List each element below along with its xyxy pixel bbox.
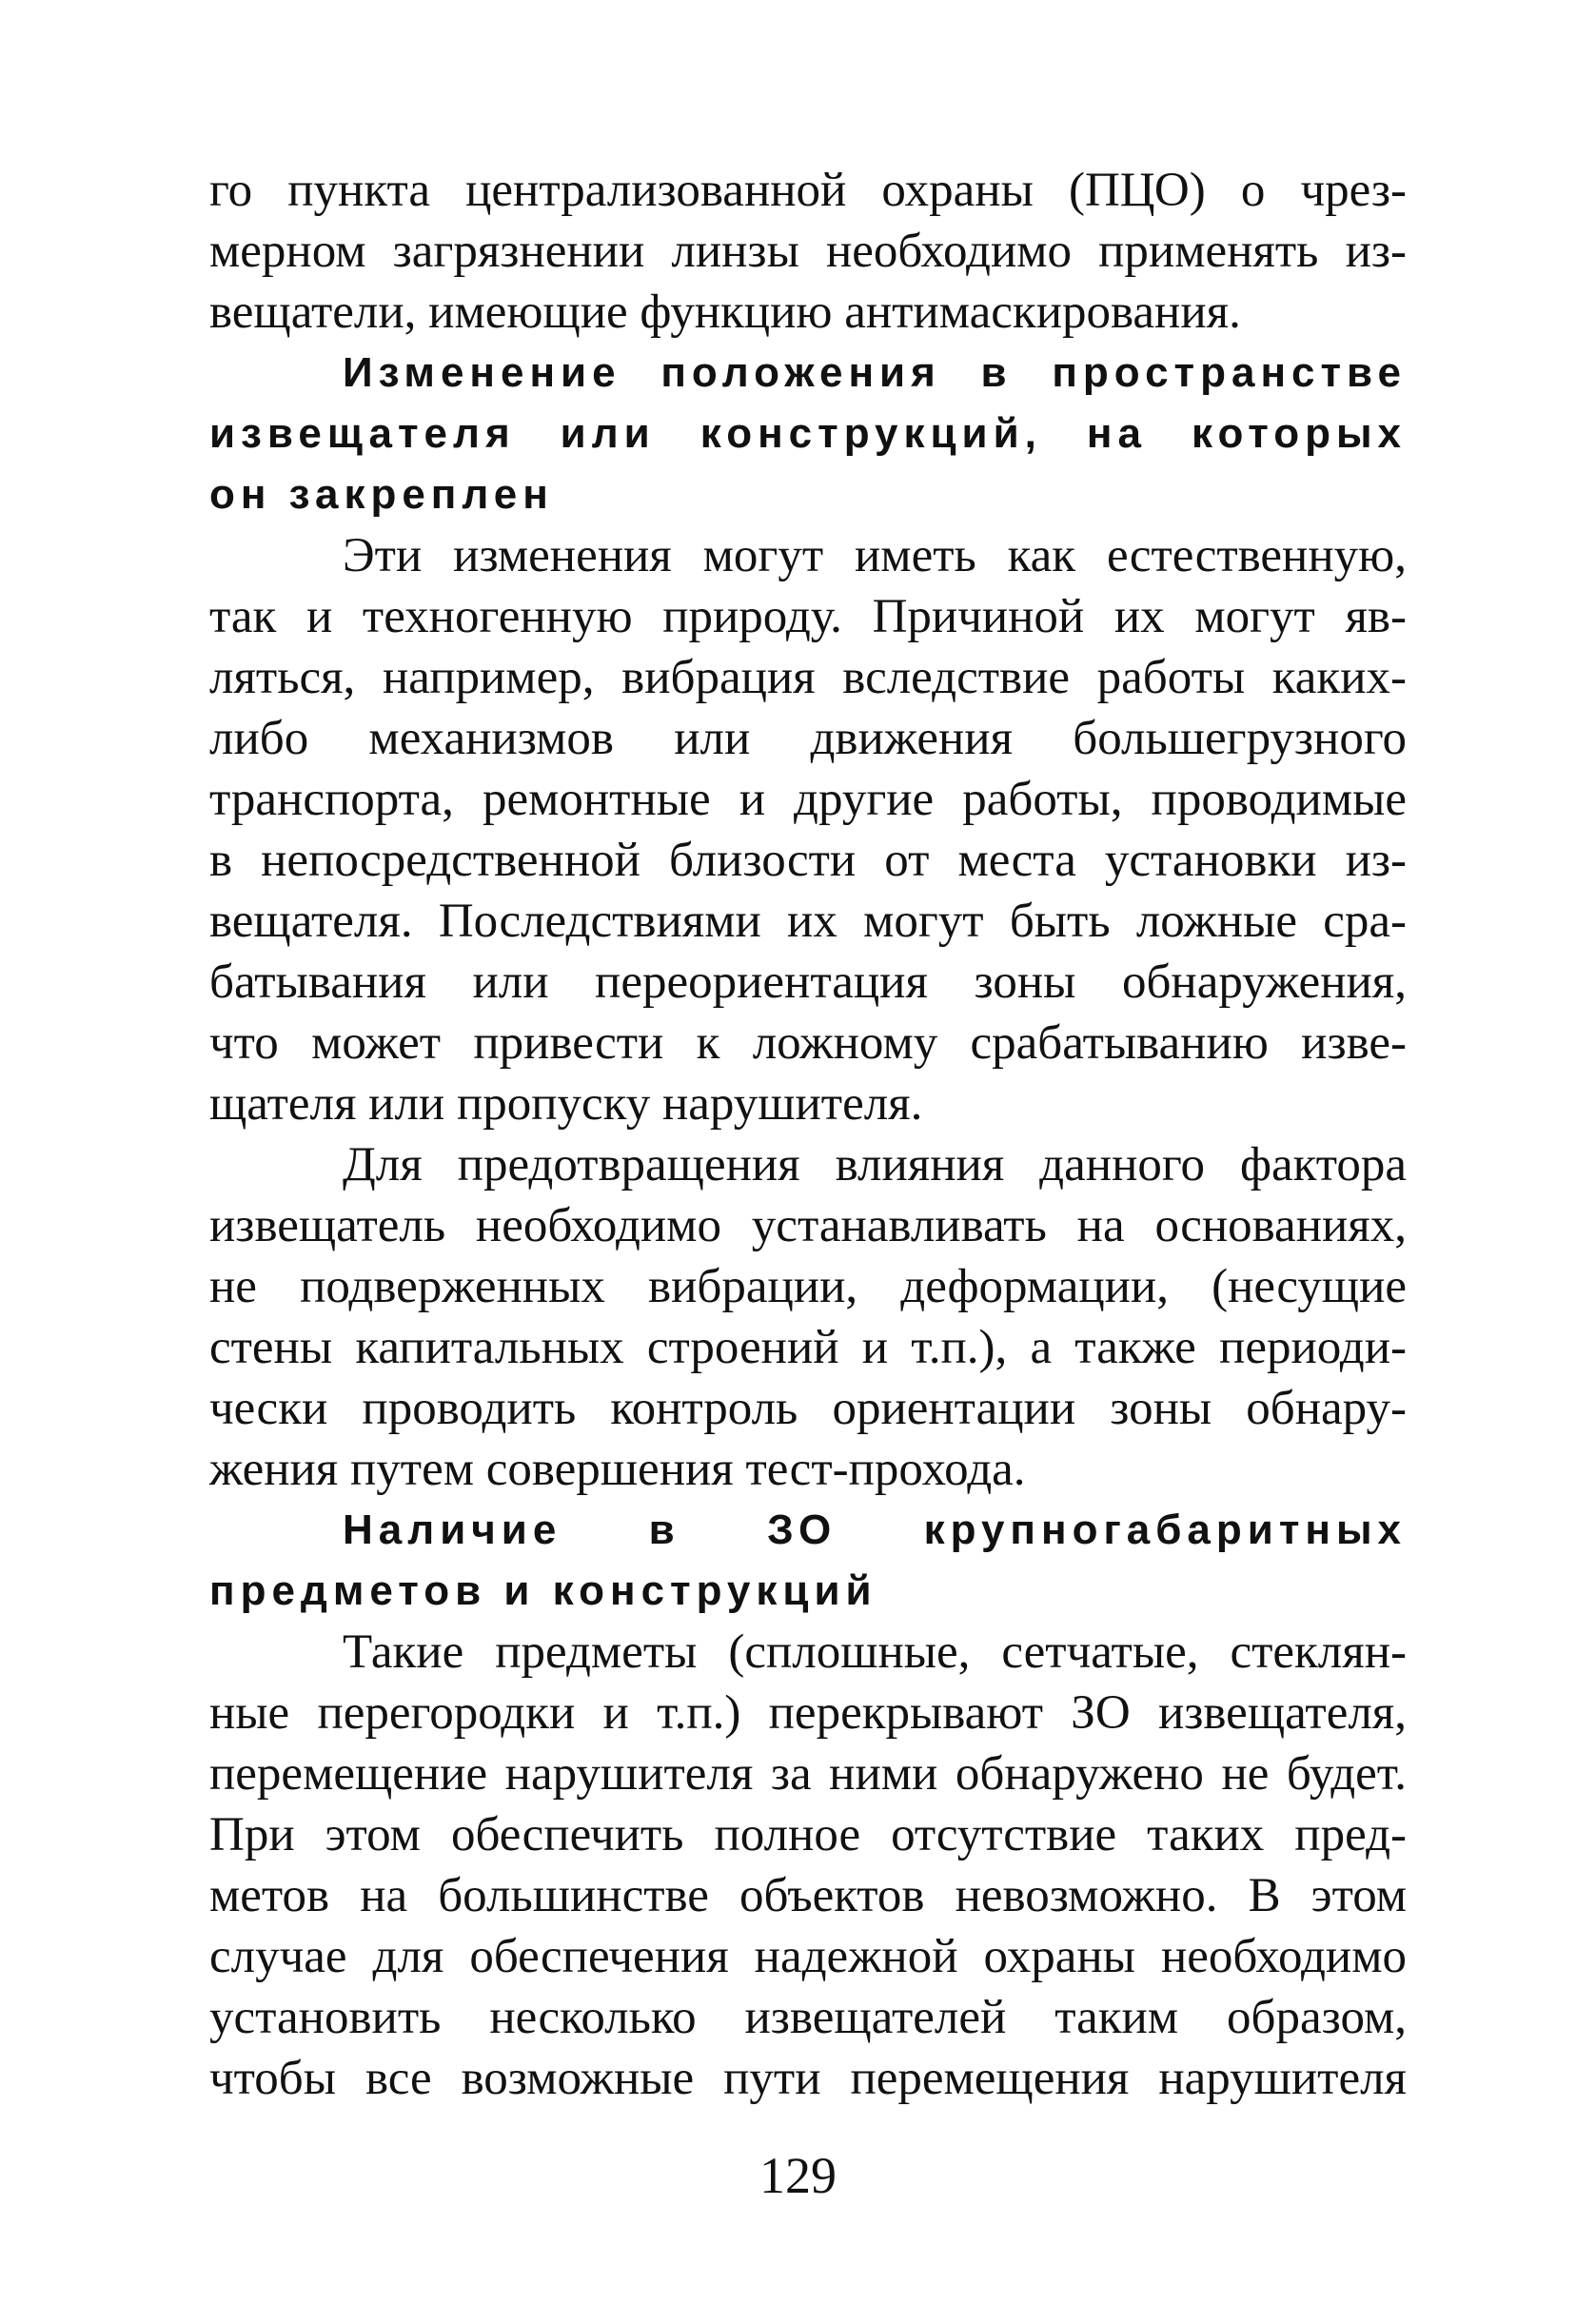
text-line: Для предотвращения влияния данного фактора: [343, 1138, 1407, 1191]
text-line: вещателя. Последствиями их могут быть ложные сра-: [209, 895, 1407, 948]
text-line: чески проводить контроль ориентации зоны обнару-: [209, 1382, 1407, 1435]
heading-line: Изменение положения в пространстве: [343, 349, 1407, 396]
heading-line: извещателя или конструкций, на которых: [209, 410, 1407, 457]
text-line: транспорта, ремонтные и другие работы, проводимые: [209, 773, 1407, 826]
text-line: метов на большинстве объектов невозможно. В этом: [209, 1869, 1407, 1922]
text-line: жения путем совершения тест-прохода.: [209, 1443, 1026, 1496]
text-line: При этом обеспечить полное отсутствие таких пред-: [209, 1808, 1407, 1861]
page-number: 129: [759, 2147, 837, 2204]
text-line: го пункта централизованной охраны (ПЦО) о чрез-: [209, 164, 1407, 217]
text-line: извещатель необходимо устанавливать на основаниях,: [209, 1199, 1407, 1252]
intro-paragraph: [209, 160, 1407, 343]
section-heading-1: [209, 343, 1407, 525]
text-line: стены капитальных строений и т.п.), а также периоди-: [209, 1321, 1407, 1374]
text-line: мерном загрязнении линзы необходимо применять из-: [209, 225, 1407, 278]
text-line: ные перегородки и т.п.) перекрывают ЗО извещателя,: [209, 1686, 1407, 1740]
text-line: ляться, например, вибрация вследствие работы каких-: [209, 651, 1407, 704]
text-line: в непосредственной близости от места установки из-: [209, 834, 1407, 887]
heading-line: он закреплен: [209, 471, 554, 518]
text-line: что может привести к ложному срабатыванию изве-: [209, 1016, 1407, 1070]
page-body: [209, 160, 1407, 2109]
paragraph-3: [209, 1134, 1407, 1500]
text-line: Такие предметы (сплошные, сетчатые, стеклян-: [343, 1625, 1407, 1679]
heading-line: предметов и конструкций: [209, 1567, 877, 1614]
text-line: батывания или переориентация зоны обнаружения,: [209, 955, 1407, 1009]
text-line: так и техногенную природу. Причиной их могут яв-: [209, 590, 1407, 643]
text-line: либо механизмов или движения большегрузного: [209, 712, 1407, 765]
text-line: установить несколько извещателей таким образом,: [209, 1991, 1407, 2044]
heading-line: Наличие в ЗО крупногабаритных: [343, 1506, 1407, 1553]
paragraph-4: [209, 1622, 1407, 2109]
text-line: вещатели, имеющие функцию антимаскирования.: [209, 286, 1241, 339]
paragraph-2: [209, 525, 1407, 1134]
text-line: щателя или пропуску нарушителя.: [209, 1077, 923, 1131]
text-line: перемещение нарушителя за ними обнаружено не будет.: [209, 1747, 1407, 1801]
text-line: не подверженных вибрации, деформации, (несущие: [209, 1260, 1407, 1313]
text-line: случае для обеспечения надежной охраны необходимо: [209, 1930, 1407, 1983]
text-line: Эти изменения могут иметь как естественную,: [343, 529, 1407, 582]
section-heading-2: [209, 1500, 1407, 1622]
text-line: чтобы все возможные пути перемещения нарушителя: [209, 2052, 1407, 2105]
